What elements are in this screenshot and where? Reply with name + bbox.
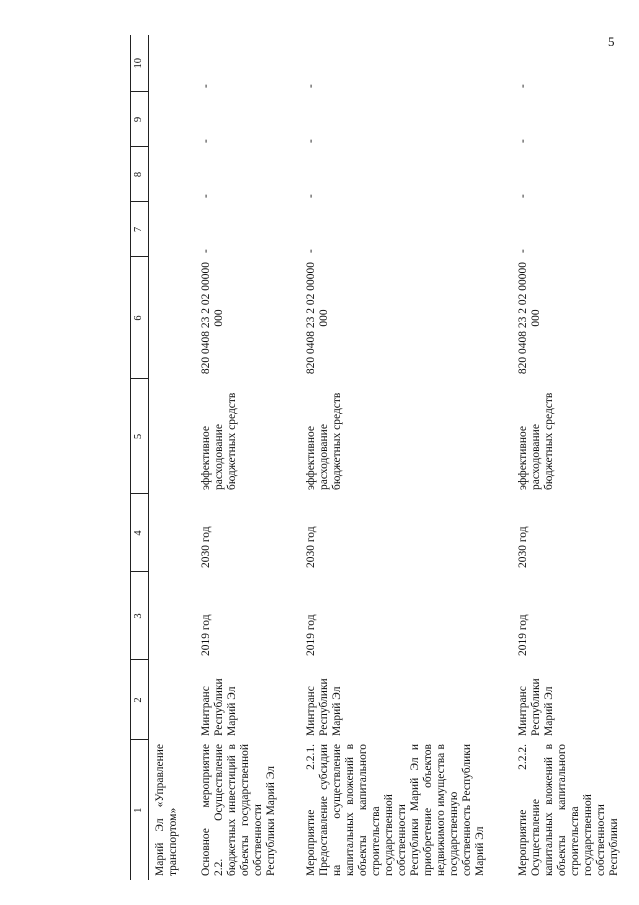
value-cell xyxy=(149,147,191,202)
responsible-cell: Минтранс Республики Марий Эл xyxy=(305,678,343,736)
end-year-cell: 2030 год xyxy=(200,526,212,568)
start-year-cell: 2019 год xyxy=(305,614,317,656)
start-year-cell: 2019 год xyxy=(200,614,212,656)
value-cell: - xyxy=(200,84,212,88)
budget-code-cell xyxy=(149,257,191,379)
value-cell: - xyxy=(517,194,529,198)
value-cell: - xyxy=(517,139,529,143)
column-header: 1 xyxy=(131,740,149,880)
responsible-cell: Минтранс Республики Марий Эл xyxy=(200,678,238,736)
budget-code-cell: 820 0408 23 2 02 00000 000 xyxy=(517,261,542,375)
column-header: 6 xyxy=(131,257,149,379)
value-cell: - xyxy=(305,139,317,143)
start-year-cell xyxy=(149,572,191,660)
column-header: 7 xyxy=(131,202,149,257)
value-cell: - xyxy=(305,84,317,88)
table-row xyxy=(295,35,507,880)
table-row xyxy=(507,35,623,880)
end-year-cell xyxy=(149,494,191,572)
expected-result-cell: эффективное расходование бюджетных средств xyxy=(517,392,555,490)
column-header: 8 xyxy=(131,147,149,202)
column-header: 2 xyxy=(131,660,149,740)
header-row xyxy=(131,35,149,880)
column-header: 9 xyxy=(131,92,149,147)
column-header: 5 xyxy=(131,379,149,494)
expected-result-cell: эффективное расходование бюджетных средств xyxy=(200,392,238,490)
expected-result-cell xyxy=(149,379,191,494)
value-cell: - xyxy=(200,249,212,253)
program-activities-table xyxy=(130,35,623,880)
start-year-cell: 2019 год xyxy=(517,614,529,656)
activity-name-cell: Мероприятие 2.2.1. Предоставление субсидии на осуществление капитальных вложений в объекты капитального строительства государственной собственности Республики Марий Эл и приобретение объектов недвижимого имущества в государственную собственность Республики Марий Эл xyxy=(305,744,486,876)
value-cell: - xyxy=(200,139,212,143)
budget-code-cell: 820 0408 23 2 02 00000 000 xyxy=(305,261,330,375)
column-header: 3 xyxy=(131,572,149,660)
value-cell xyxy=(149,202,191,257)
value-cell: - xyxy=(200,194,212,198)
expected-result-cell: эффективное расходование бюджетных средств xyxy=(305,392,343,490)
table-row xyxy=(190,35,295,880)
page-number: 5 xyxy=(608,34,615,49)
budget-code-cell: 820 0408 23 2 02 00000 000 xyxy=(200,261,225,375)
value-cell xyxy=(149,92,191,147)
column-header: 4 xyxy=(131,494,149,572)
table-row xyxy=(149,35,191,880)
column-header: 10 xyxy=(131,35,149,92)
value-cell: - xyxy=(305,194,317,198)
end-year-cell: 2030 год xyxy=(517,526,529,568)
activity-name-cell: Марий Эл «Управление транспортом» xyxy=(154,744,179,876)
value-cell: - xyxy=(517,249,529,253)
activity-name-cell: Мероприятие 2.2.2. Осуществление капитальных вложений в объекты капитального строительства государственной собственности Республики xyxy=(517,744,620,876)
value-cell xyxy=(149,35,191,92)
value-cell: - xyxy=(305,249,317,253)
responsible-cell xyxy=(149,660,191,740)
activity-name-cell: Основное мероприятие 2.2. Осуществление бюджетных инвестиций в объекты государственной собственности Республики Марий Эл xyxy=(200,744,277,876)
end-year-cell: 2030 год xyxy=(305,526,317,568)
responsible-cell: Минтранс Республики Марий Эл xyxy=(517,678,555,736)
rotated-table-container xyxy=(130,35,620,880)
value-cell: - xyxy=(517,84,529,88)
